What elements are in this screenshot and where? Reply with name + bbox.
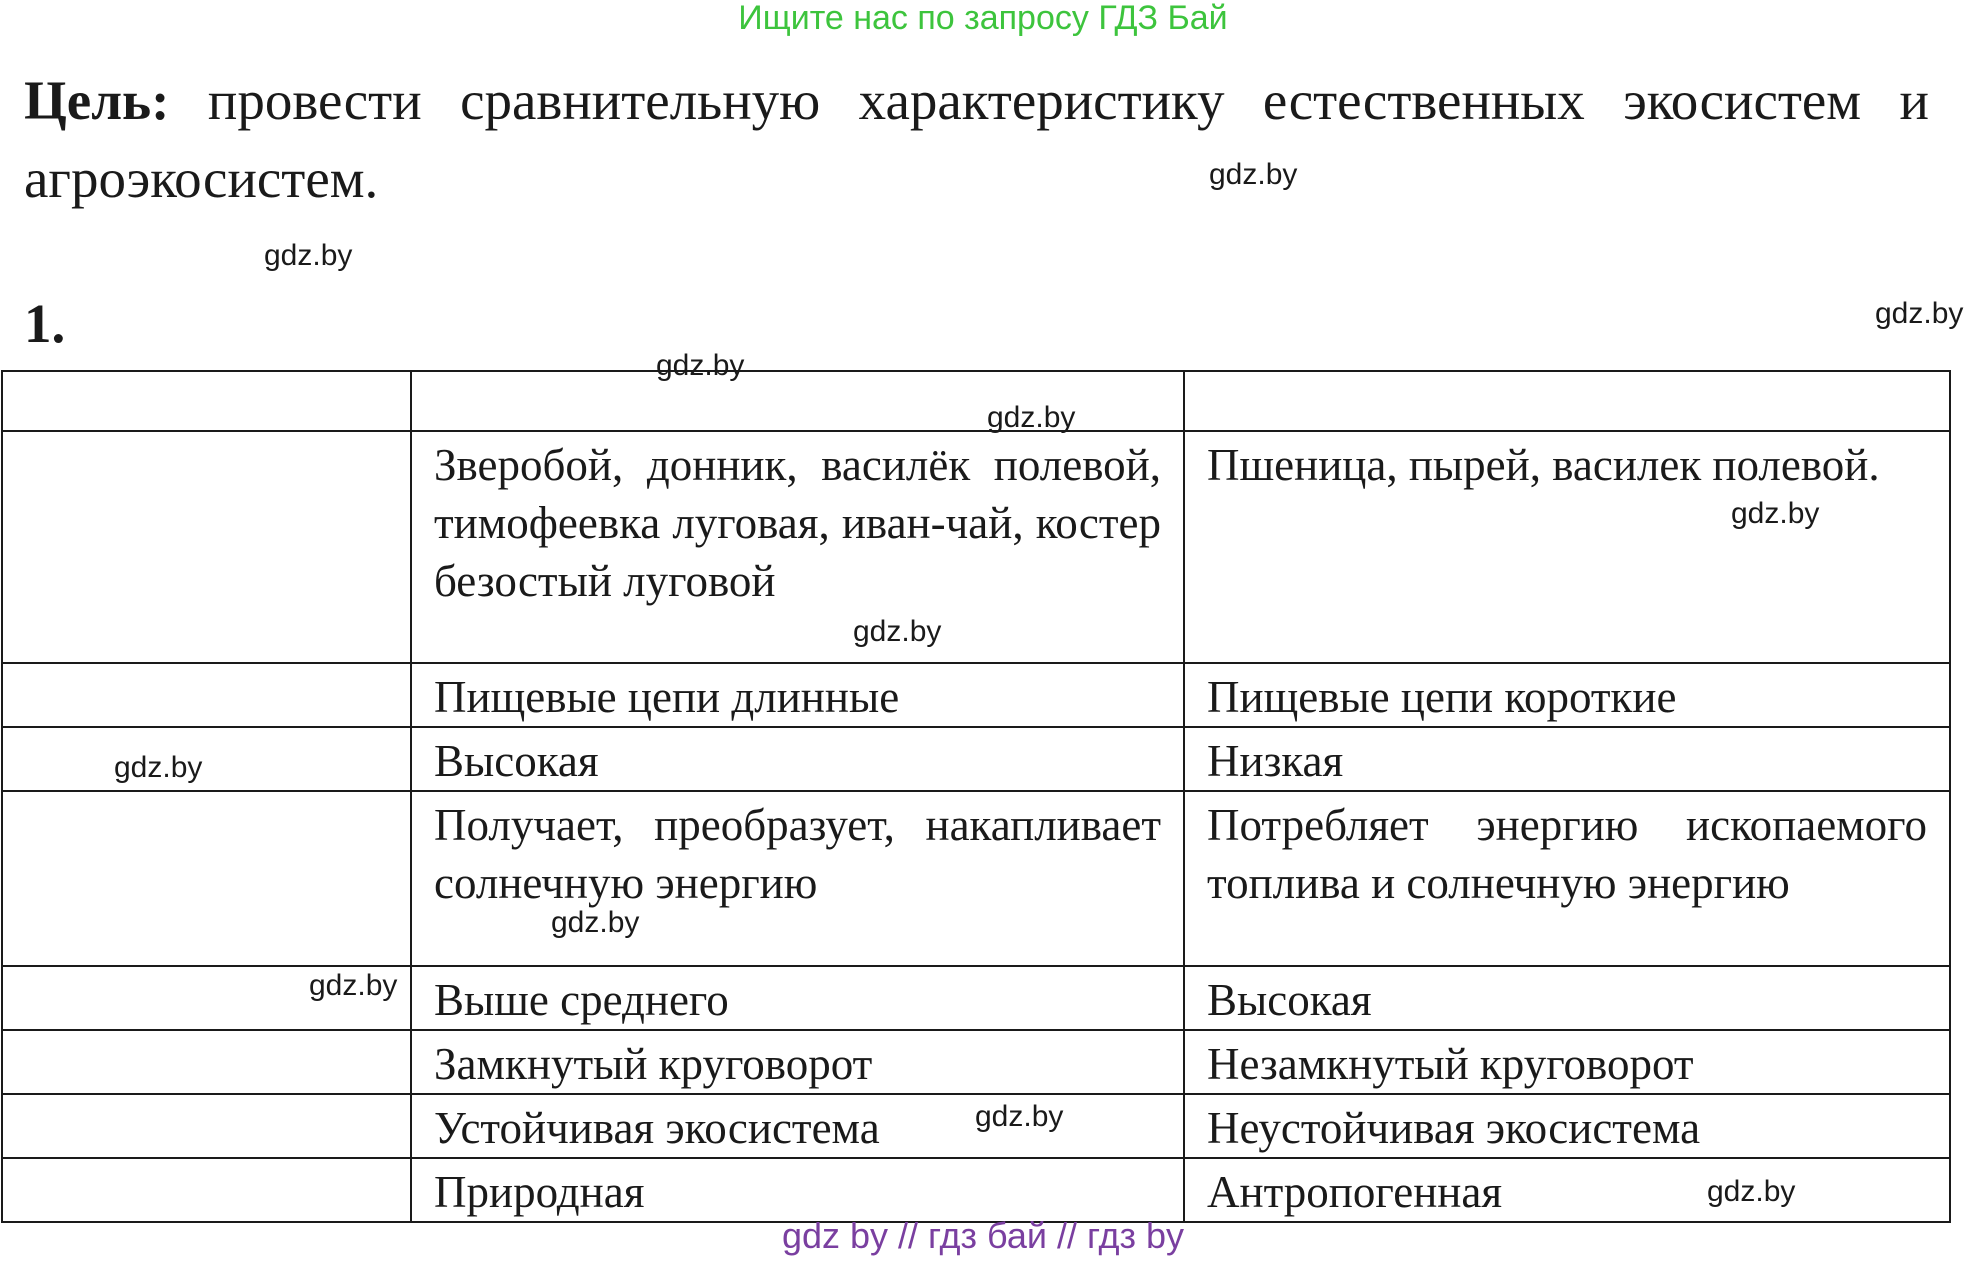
table-cell bbox=[2, 1030, 411, 1094]
watermark: gdz.by bbox=[987, 401, 1076, 434]
watermark: gdz.by bbox=[309, 969, 398, 1002]
goal-text: провести сравнительную характеристику естественных экосистем и агроэкосистем. bbox=[24, 70, 1929, 209]
table-cell: Замкнутый круговорот bbox=[411, 1030, 1184, 1094]
table-cell: Пшеница, пырей, василек полевой. bbox=[1184, 431, 1950, 663]
task-number: 1. bbox=[24, 293, 66, 354]
table-cell bbox=[2, 663, 411, 727]
table-cell bbox=[2, 431, 411, 663]
watermark: gdz.by bbox=[264, 239, 353, 272]
table-row bbox=[2, 431, 1950, 663]
watermark: gdz.by bbox=[975, 1100, 1064, 1133]
table-cell: Пищевые цепи короткие bbox=[1184, 663, 1950, 727]
table-row bbox=[2, 791, 1950, 966]
table-row bbox=[2, 1030, 1950, 1094]
table-cell: Потребляет энергию ископаемого топлива и солнечную энергию bbox=[1184, 791, 1950, 966]
table-cell bbox=[2, 791, 411, 966]
table-cell: Незамкнутый круговорот bbox=[1184, 1030, 1950, 1094]
table-row bbox=[2, 371, 1950, 431]
table-cell: Высокая bbox=[411, 727, 1184, 791]
watermark: gdz.by bbox=[1707, 1175, 1796, 1208]
table-cell: Устойчивая экосистема bbox=[411, 1094, 1184, 1158]
table-cell: Высокая bbox=[1184, 966, 1950, 1030]
table-cell bbox=[2, 371, 411, 431]
table-row bbox=[2, 663, 1950, 727]
table-cell: Природная bbox=[411, 1158, 1184, 1222]
table-cell bbox=[1184, 371, 1950, 431]
table-cell bbox=[2, 1094, 411, 1158]
search-banner: Ищите нас по запросу ГДЗ Бай bbox=[738, 0, 1228, 37]
table-cell: Неустойчивая экосистема bbox=[1184, 1094, 1950, 1158]
watermark: gdz.by bbox=[114, 751, 203, 784]
comparison-table bbox=[1, 370, 1951, 1223]
table-row bbox=[2, 1158, 1950, 1222]
table-cell: Получает, преобразует, накапливает солнечную энергию bbox=[411, 791, 1184, 966]
watermark: gdz.by bbox=[656, 349, 745, 382]
table-cell: Пищевые цепи длинные bbox=[411, 663, 1184, 727]
watermark: gdz.by bbox=[551, 906, 640, 939]
watermark: gdz.by bbox=[853, 615, 942, 648]
table-row bbox=[2, 966, 1950, 1030]
table-cell bbox=[2, 1158, 411, 1222]
watermark: gdz.by bbox=[1731, 497, 1820, 530]
table-cell: Выше среднего bbox=[411, 966, 1184, 1030]
goal-paragraph bbox=[24, 62, 1929, 218]
watermark: gdz.by bbox=[1209, 158, 1298, 191]
watermark: gdz.by bbox=[1875, 297, 1964, 330]
table-cell: Антропогенная bbox=[1184, 1158, 1950, 1222]
table-row bbox=[2, 727, 1950, 791]
goal-label: Цель: bbox=[24, 70, 170, 131]
table-cell bbox=[2, 727, 411, 791]
table-cell: Зверобой, донник, василёк полевой, тимофеевка луговая, иван-чай, костер безостый луговой bbox=[411, 431, 1184, 663]
footer-links: gdz by // гдз бай // гдз by bbox=[781, 1215, 1185, 1256]
table-cell: Низкая bbox=[1184, 727, 1950, 791]
